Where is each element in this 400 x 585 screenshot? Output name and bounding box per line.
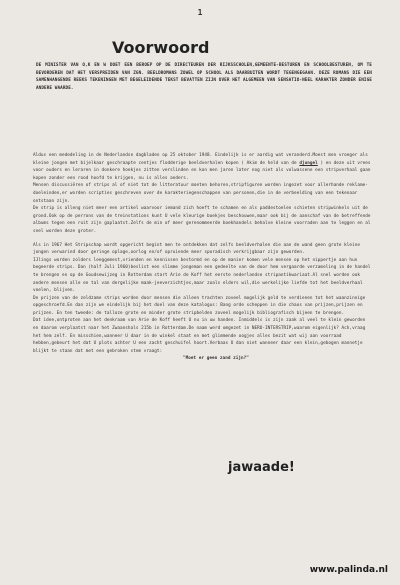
paragraph-5: IJlings worden zolders leeggemest,vrienden en kennissen bestormd en op de manier komen vele mensen op het nippertje aan hun begeerde strips. Dan (half Juli 1960)beslist een slimme jongeman een gedeelte van de door hem vergaarde verzameling in de handel te brengen en op de Goudsewijzeg in Rotterdam start Arie de Koff het eerste nederlandse stripantikwariaat.Al snel worden ook andere mensen alle en tal van dergelijke maak-jeeverzichtjes,maar zoals elders wil,die werkelijke liefde tot het beeldverhaal voelen, blijven. [33,257,371,294]
paragraph-4: Als in 1967 Het Stripschap wordt opgericht begint men te ontdekken dat zelfs beeldverhalen die aan de wand geen grote kleine jongen verwarind door geringe oplage,oorlog en/of opruiende meer sporadisch verkrijgbaar zijn geworden. [33,242,360,256]
paragraph-7: Dat idee,ontproten aan het denkraam van Arie de Koff heeft U nu in uw handen. Inmiddels is zijn zaak al veel te klein geworden en daarom verplaatst naar het Zwaanshals 215b in Rotterdam.De naam werd omgezet in NERO-INTERSTRIP,waarom eigenlijk? Ach,vraag het hem zelf. En misschien,wanneer U daar in de winkel staat en met glimmende oogjes alles bezit wat wij aan voorraad hebben,gebeurt het dat U plots achter U een zacht geschuifel hoort.Verbaas U dan niet wanneer daar een klein,gebogen mannetje blijkt te staan dat met een gebroken stem vraagt: [33,318,366,354]
paragraph-6: De prijzen van de zeldzame strips worden door mensen die alleen trachten zoveel mogelijk geld te verdienen tot het waanzinnige opgeschroefd.En dan zijn we eindelijk bij het doel van deze katalogus: Bang orde scheppen in die chaos van prijzen,prijzen en prijzen. En ten tweede: de talloze grote en minder grote stripbelden zoveel mogelijk bibliografisch bijeen te brengen. [33,295,366,316]
intro-paragraph: DE MINISTER VAN O,K EN W DOET EEN BEROEP OP DE DIRECTEUREN DER RIJKSSCHOLEN,GEMEENTE-BESTUREN EN SCHOOLBESTUREN, OM TE BEVORDEREN DAT HET VERSPREIDEN VAN ZGN. BEELDROMANS ZOWEL OP SCHOOL ALS DAARBUITEN WORDT TEGENGEGAAN. DEZE ROMANS DIE EEN SAMENHANGENDE REEKS TEKENINGEN MET BEGELEIDENDE TEKST BEVATTEN ZIJN OVER HET ALGEMEEN VAN SENSATIO-NEEL KARAKTER ZONDER ENIGE ANDERE WAARDE. [36,63,372,91]
body-text [33,152,373,363]
paragraph-2: Mensen discussiëren of strips al of niet tot de litteratuur moeten behoren,stripfiguren worden ingezet voor allerhande reklame-doeleinden,er worden scripties geschreven over de karakteriegenschappen van personen,die in de verbeelding van een tekenaar ontstaan zijn. [33,183,368,204]
page-number: 1 [197,8,203,17]
page-title: Voorwoord [112,38,210,57]
paragraph-3: De strip is alleng niet meer een artikel waarvoor iemand zich hoeft te schamen en als paddestoelen schieten stripwinkels uit de grond.Ook op de perrons van de treinstations kunt U vele kleurige boekjes beschouwen,maar ook bij de aanschaf van de betreffende albums tegen een ruit zijn gaplaatst.Zelfs de min of meer gerenommeerde boekhandels behalve kleine voorraden aan te leggen en al snel worden deze groter. [33,206,371,234]
signature-text: jawaade! [228,460,295,475]
closing-quote: "Moet er geen zand zijn?" [183,356,249,362]
underlined-word: djungel [299,160,318,166]
watermark: www.palinda.nl [309,565,388,575]
paragraph-1: Aldus een mededeling in de Nederlandse dagbladen op 25 oktober 1948. Eindelijk is er aardig wat veranderd.Moest men vroeger als kleine jongen met bijelkaar geschraapte centjes flodderige beeldverhalen kopen ( Akim de held van de djungel ) en deze uit vrees voor ouders en leraren in donkere hoekjes zitten verslinden en kon men jaren later nog niet als volwassene een stripverhaal gaan kopen zonder een rood hoofd te krijgen, nu is alles anders. [33,153,371,181]
